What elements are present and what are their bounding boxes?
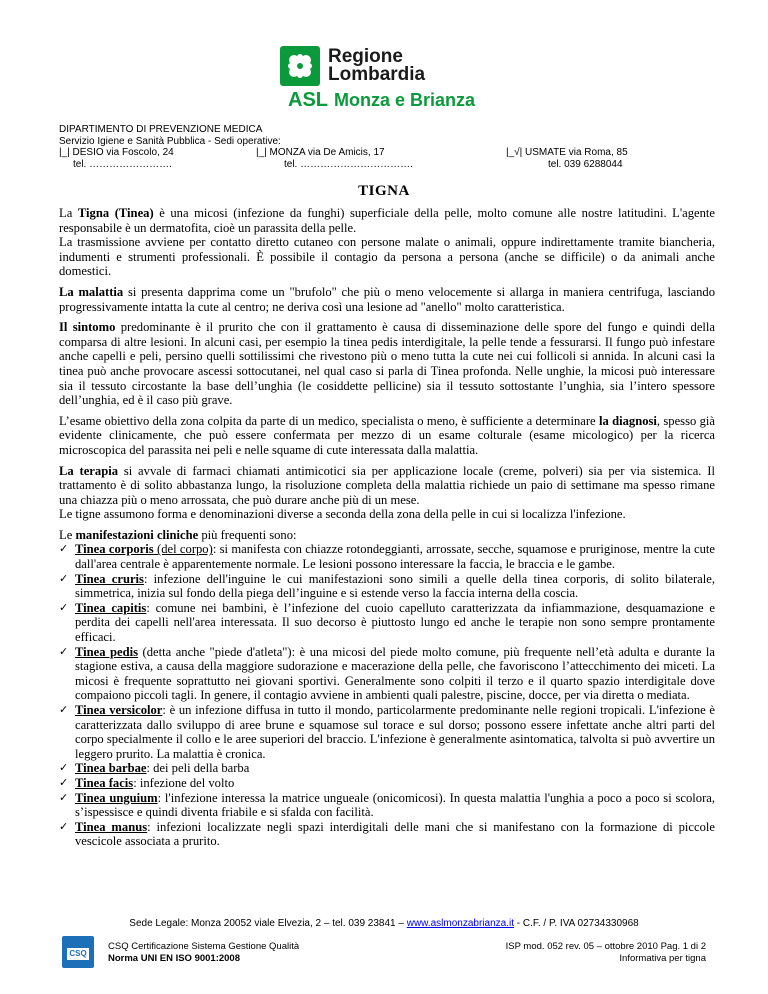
checkmark-icon: ✓ xyxy=(59,644,69,658)
text: L’esame obiettivo della zona colpita da parte di un medico, specialista o meno, è sufficiente a determinare xyxy=(59,413,599,428)
text: è una micosi (infezione da funghi) superficiale della pelle, molto comune alle nostre latitudini. L'agente responsabile è un dermatofita, cioè un parassita della pelle. xyxy=(59,206,716,235)
list-item xyxy=(59,703,715,761)
department-block xyxy=(59,124,739,170)
csq-certification-logo xyxy=(62,936,94,968)
term: Tinea unguium xyxy=(75,790,158,805)
asl-subtitle: Monza e Brianza xyxy=(334,90,476,110)
text: Le xyxy=(59,527,76,542)
checkmark-icon: ✓ xyxy=(59,775,69,789)
list-item xyxy=(59,761,715,776)
document-body xyxy=(59,206,715,849)
text: Le tigne assumono forma e denominazioni diverse a seconda della zona della pelle in cui si localizza l'infezione. xyxy=(59,507,626,522)
bold-term: Tigna (Tinea) xyxy=(77,206,154,220)
logo-line-regione: Regione xyxy=(328,46,403,67)
site-tel-row xyxy=(59,159,739,171)
site-usmate: |_√| USMATE via Roma, 85 xyxy=(506,147,628,158)
text: : infezione del volto xyxy=(133,775,235,790)
document-title: TIGNA xyxy=(358,183,410,199)
paragraph-terapia xyxy=(59,464,715,522)
site-monza: |_| MONZA via De Amicis, 17 xyxy=(256,147,385,158)
department-name: DIPARTIMENTO DI PREVENZIONE MEDICA xyxy=(59,124,263,135)
text: : infezione dell'inguine le cui manifestazioni sono simili a quelle della tinea corporis, di solito bilaterale, simmetrica, inizia sul fondo della piega dell’inguine e si estende verso la faccia interna della coscia. xyxy=(75,571,715,601)
paragraph-diagnosi xyxy=(59,414,715,458)
asl-title xyxy=(288,89,475,112)
list-item xyxy=(59,572,715,601)
checkmark-icon: ✓ xyxy=(59,703,69,716)
text: : infezioni localizzate negli spazi interdigitali delle mani che si manifestano con la formazione di piccole vescicole associata a prurito. xyxy=(75,819,715,849)
bold-term: La terapia xyxy=(59,463,118,478)
checkmark-icon: ✓ xyxy=(59,542,69,556)
text: La xyxy=(59,206,78,220)
site-desio-tel: tel. ……………………. xyxy=(73,158,172,170)
term: Tinea cruris xyxy=(75,571,144,586)
csq-logo-text: CSQ xyxy=(67,948,89,960)
term: Tinea corporis xyxy=(75,542,154,557)
csq-line-1: CSQ Certificazione Sistema Gestione Qualità xyxy=(108,941,300,952)
regione-lombardia-rose-icon xyxy=(280,46,320,86)
list-item xyxy=(59,542,715,571)
csq-certification-text xyxy=(108,941,299,965)
text: si avvale di farmaci chiamati antimicotici sia per applicazione locale (creme, polveri) sia per via sistemica. Il trattamento è di solito abbastanza lungo, la risoluzione completa della malattia richiede un paio di settimane ma spesso rimane una chiazza più o meno arrossata, che può durare anche più di un mese. xyxy=(59,463,715,507)
text: predominante è il prurito che con il grattamento è causa di disseminazione delle spore del fungo e quindi della comparsa di altre lesioni. In alcuni casi, per esempio la tinea pedis interdigitale, la pelle tende a fessurarsi. Il fungo può infestare anche capelli e peli, persino quelli sottilissimi che rivestono più o meno tutta la cute nei cui follicoli si annida. In alcuni casi la tinea può anche provocare ascessi sottocutanei, nel qual caso si parla di Tinea profonda. Nelle unghie, la micosi può interessare sia il tessuto circostante la base dell’unghia (le cosiddette pellicine) sia il tessuto sottostante l’unghia, sia l’intero spessore dell’unghia, ed è il caso più grave. xyxy=(59,320,715,408)
term: Tinea versicolor xyxy=(75,703,163,717)
service-name: Servizio Igiene e Sanità Pubblica - Sedi operative: xyxy=(59,135,281,147)
checkmark-icon: ✓ xyxy=(59,790,69,804)
checkmark-icon: ✓ xyxy=(59,571,69,585)
text: : comune nei bambini, è l’infezione del cuoio capelluto caratterizzata da infiammazione, desquamazione e perdita dei capelli nell'area interessata. Il suo decorso è piuttosto lungo ed anche le terapie non sono sempre prontamente efficaci. xyxy=(75,600,715,645)
list-item xyxy=(59,820,715,849)
isp-line-2: Informativa per tigna xyxy=(619,953,706,964)
bold-term: manifestazioni cliniche xyxy=(75,527,199,542)
text: (detta anche "piede d'atleta"): è una micosi del piede molto comune, più frequente nell’età adulta e durante la stagione estiva, a causa della maggiore sudorazione e macerazione della pelle, che favoriscono l’attecchimento dei miceti. La micosi è frequente soprattutto nei giovani sportivi. Generalmente sono colpiti il terzo e il quarto spazio interdigitale dove compaiono piccoli tagli. In genere, il contagio avviene in ambienti quali palestre, piscine, docce, per via diretta o mediata. xyxy=(75,644,715,703)
site-usmate-tel: tel. 039 6288044 xyxy=(548,158,623,170)
bold-term: La malattia xyxy=(59,284,124,299)
list-item xyxy=(59,791,715,820)
term: Tinea pedis xyxy=(75,644,139,659)
text: : l'infezione interessa la matrice ungueale (onicomicosi). In questa malattia l'unghia a poco a poco si scolora, s’ispessisce e quindi diventa friabile e si sfalda con facilità. xyxy=(75,790,716,820)
csq-line-2: Norma UNI EN ISO 9001:2008 xyxy=(108,953,241,964)
footer-legal xyxy=(0,918,768,929)
checkmark-icon: ✓ xyxy=(59,819,69,833)
list-item xyxy=(59,645,715,703)
term: Tinea capitis xyxy=(75,600,147,615)
text: si presenta dapprima come un "brufolo" che più o meno velocemente si allarga in maniera centrifuga, lasciando progressivamente intatta la cute al centro; ne deriva così una lesione ad "anello" molto caratteristica. xyxy=(59,284,715,314)
asl-label: ASL xyxy=(288,89,328,111)
text: più frequenti sono: xyxy=(198,527,297,542)
text: : si manifesta con chiazze rotondeggianti, arrossate, secche, squamose e pruriginose, mentre la cute dall'area centrale è apparentemente normale. Le lesioni possono interessare la faccia, le braccia e le gambe. xyxy=(75,542,715,572)
manifestations-list xyxy=(59,542,715,848)
list-item xyxy=(59,776,715,791)
footer-vat: - C.F. / P. IVA 02734330968 xyxy=(513,918,639,929)
paragraph-malattia xyxy=(59,285,715,314)
text: : dei peli della barba xyxy=(146,761,250,776)
logo-line-lombardia: Lombardia xyxy=(328,64,426,85)
checkmark-icon: ✓ xyxy=(59,600,69,614)
website-link[interactable]: www.aslmonzabrianza.it xyxy=(406,918,514,929)
term-paren: (del corpo) xyxy=(153,542,213,557)
site-names-row xyxy=(59,147,739,159)
site-monza-tel: tel. ……………………………. xyxy=(284,158,413,170)
logo-text xyxy=(328,48,425,84)
footer-address: Sede Legale: Monza 20052 viale Elvezia, 2 – tel. 039 23841 – xyxy=(129,918,407,929)
bold-term: la diagnosi xyxy=(598,413,657,428)
text: : è un infezione diffusa in tutto il mondo, particolarmente predominante nelle regioni tropicali. L'infezione è caratterizzata dallo sviluppo di aree brune e squamose sul torace e sul dorso; possono essere infettate anche altri parti del corpo specialmente il collo e le aree superiori del braccio. L'infezione è generalmente asintomatica, talvolta si può avvertire un leggero prurito. La malattia è cronica. xyxy=(75,703,715,761)
term: Tinea facis xyxy=(75,775,134,790)
text: , spesso già evidente clinicamente, che può essere confermata per mezzo di un esame colturale (esame micologico) per la ricerca microscopica del parassita nei peli e nelle squame di cute interessata dalla malattia. xyxy=(59,413,715,457)
document-reference xyxy=(506,941,706,965)
regione-lombardia-logo xyxy=(280,44,425,88)
isp-line-1: ISP mod. 052 rev. 05 – ottobre 2010 Pag. 1 di 2 xyxy=(505,941,706,952)
term: Tinea manus xyxy=(75,819,148,834)
checkmark-icon: ✓ xyxy=(59,761,69,775)
list-item xyxy=(59,601,715,645)
site-desio: |_| DESIO via Foscolo, 24 xyxy=(59,147,174,158)
paragraph-intro xyxy=(59,206,715,279)
term: Tinea barbae xyxy=(75,761,147,776)
paragraph-manifestazioni xyxy=(59,528,715,543)
bold-term: Il sintomo xyxy=(59,320,116,335)
paragraph-sintomo xyxy=(59,320,715,408)
text: La trasmissione avviene per contatto diretto cutaneo con persone malate o animali, oppure indirettamente tramite biancheria, indumenti e strumenti professionali. È possibile il contagio da persona a persona (anche se difficile) o da animali anche domestici. xyxy=(59,235,715,279)
